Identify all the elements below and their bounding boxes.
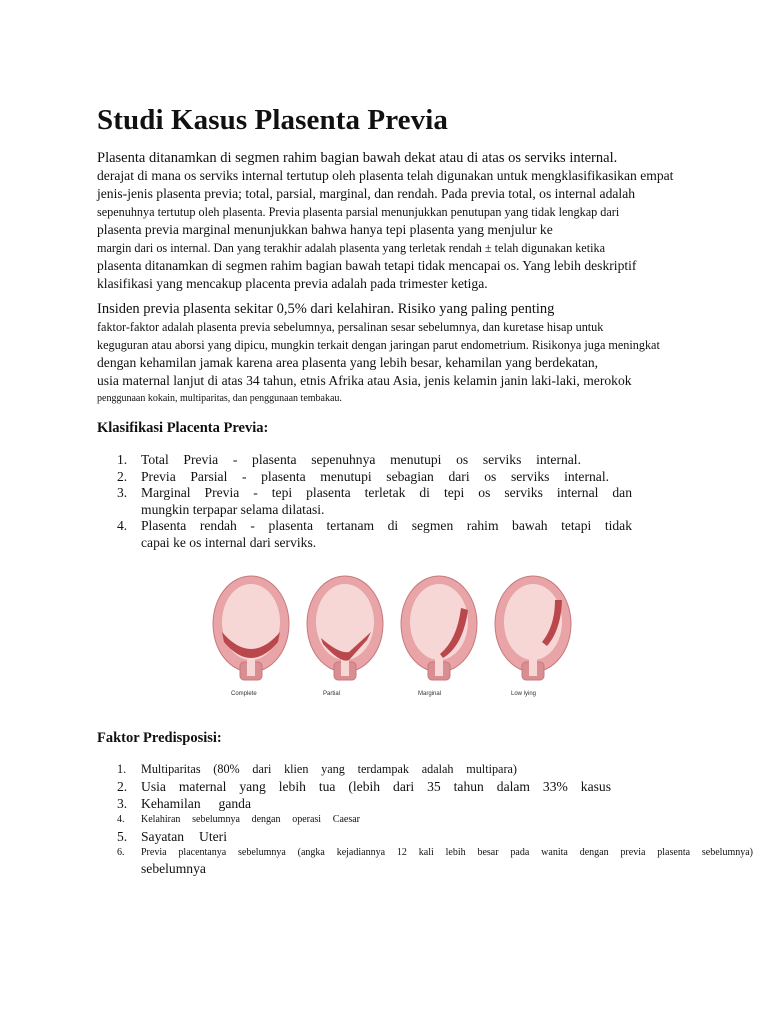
cervical-canal [529, 654, 537, 676]
uterine-cavity [316, 584, 374, 660]
list-item [117, 845, 753, 877]
list-number: 3. [117, 796, 128, 811]
list-item [117, 518, 632, 551]
cervical-canal [435, 654, 443, 676]
uterus-low-lying [495, 576, 571, 680]
list-number: 2. [117, 468, 128, 484]
list-text: Sayatan Uteri [141, 829, 227, 844]
list-item [117, 469, 632, 486]
list-item [117, 452, 632, 469]
list-text: Plasenta rendah - plasenta tertanam di segmen rahim bawah tetapi tidak [141, 518, 632, 533]
intro-line: plasenta previa marginal menunjukkan bahwa hanya tepi plasenta yang menjulur ke [97, 222, 553, 237]
list-number: 4. [117, 814, 125, 825]
list-number: 3. [117, 485, 128, 500]
list-item [117, 761, 753, 778]
list-text-continued: sebelumnya [141, 861, 206, 876]
classification-heading: Klasifikasi Placenta Previa: [97, 420, 269, 436]
intro-paragraph [97, 149, 727, 293]
intro-line: plasenta ditanamkan di segmen rahim bagian bawah tetapi tidak mencapai os. Yang lebih deskriptif [97, 258, 637, 273]
uterus-partial [307, 576, 383, 680]
incidence-line: faktor-faktor adalah plasenta previa sebelumnya, persalinan sesar sebelumnya, dan kuretase hisap untuk [97, 320, 604, 334]
label-low-lying: Low lying [511, 691, 537, 697]
list-text: Total Previa - plasenta sepenuhnya menutupi os serviks internal. [141, 452, 581, 467]
intro-line: margin dari os internal. Dan yang terakhir adalah plasenta yang terletak rendah ± telah digunakan ketika [97, 241, 605, 255]
list-text: Previa placentanya sebelumnya (angka kejadiannya 12 kali lebih besar pada wanita dengan previa plasenta sebelumnya) [141, 847, 753, 858]
list-number: 6. [117, 847, 125, 858]
list-text: Kehamilan ganda [141, 796, 251, 811]
label-partial: Partial [323, 691, 341, 697]
classification-list [117, 452, 632, 551]
uterus-marginal [401, 576, 477, 680]
predisposition-list [117, 761, 753, 877]
list-item [117, 795, 753, 812]
list-number: 1. [117, 762, 127, 776]
incidence-line: keguguran atau aborsi yang dipicu, mungkin terkait dengan jaringan parut endometrium. Risikonya juga meningkat [97, 338, 660, 352]
incidence-line: penggunaan kokain, multiparitas, dan penggunaan tembakau. [97, 393, 342, 404]
label-complete: Complete [231, 691, 257, 697]
list-number: 1. [117, 452, 128, 467]
list-item [117, 778, 753, 795]
list-item [117, 828, 753, 845]
list-item [117, 812, 753, 828]
intro-line: sepenuhnya tertutup oleh plasenta. Previa plasenta parsial menunjukkan penutupan yang tidak lengkap dari [97, 205, 620, 219]
list-text: Kelahiran sebelumnya dengan operasi Caesar [141, 814, 360, 825]
placenta-previa-illustration [205, 570, 585, 710]
list-text: Previa Parsial - plasenta menutupi sebagian dari os serviks internal. [141, 468, 609, 484]
list-number: 2. [117, 779, 128, 794]
list-number: 4. [117, 518, 128, 533]
incidence-line: usia maternal lanjut di atas 34 tahun, etnis Afrika atau Asia, jenis kelamin janin laki-laki, merokok [97, 373, 632, 388]
list-text: Usia maternal yang lebih tua (lebih dari 35 tahun dalam 33% kasus [141, 779, 611, 794]
list-text-continued: capai ke os internal dari serviks. [141, 534, 317, 550]
label-marginal: Marginal [418, 691, 442, 697]
uterus-complete [213, 576, 289, 680]
incidence-paragraph [97, 300, 727, 408]
list-text: Multiparitas (80% dari klien yang terdampak adalah multipara) [141, 762, 517, 776]
uterus-diagram [205, 570, 585, 710]
intro-line: Plasenta ditanamkan di segmen rahim bagian bawah dekat atau di atas os serviks internal. [97, 150, 618, 166]
list-number: 5. [117, 829, 128, 844]
intro-line: derajat di mana os serviks internal tertutup oleh plasenta telah digunakan untuk mengklasifikasikan empat [97, 168, 674, 183]
list-text: Marginal Previa - tepi plasenta terletak di tepi os serviks internal dan [141, 485, 632, 500]
intro-line: jenis-jenis plasenta previa; total, parsial, marginal, dan rendah. Pada previa total, os internal adalah [97, 186, 636, 201]
page-title: Studi Kasus Plasenta Previa [97, 104, 449, 136]
list-text-continued: mungkin terpapar selama dilatasi. [141, 501, 325, 517]
predisposition-heading: Faktor Predisposisi: [97, 730, 222, 746]
incidence-line: Insiden previa plasenta sekitar 0,5% dari kelahiran. Risiko yang paling penting [97, 301, 555, 317]
incidence-line: dengan kehamilan jamak karena area plasenta yang lebih besar, kehamilan yang berdekatan, [97, 355, 599, 370]
list-item [117, 485, 632, 518]
intro-line: klasifikasi yang mencakup placenta previa adalah pada trimester ketiga. [97, 276, 488, 291]
